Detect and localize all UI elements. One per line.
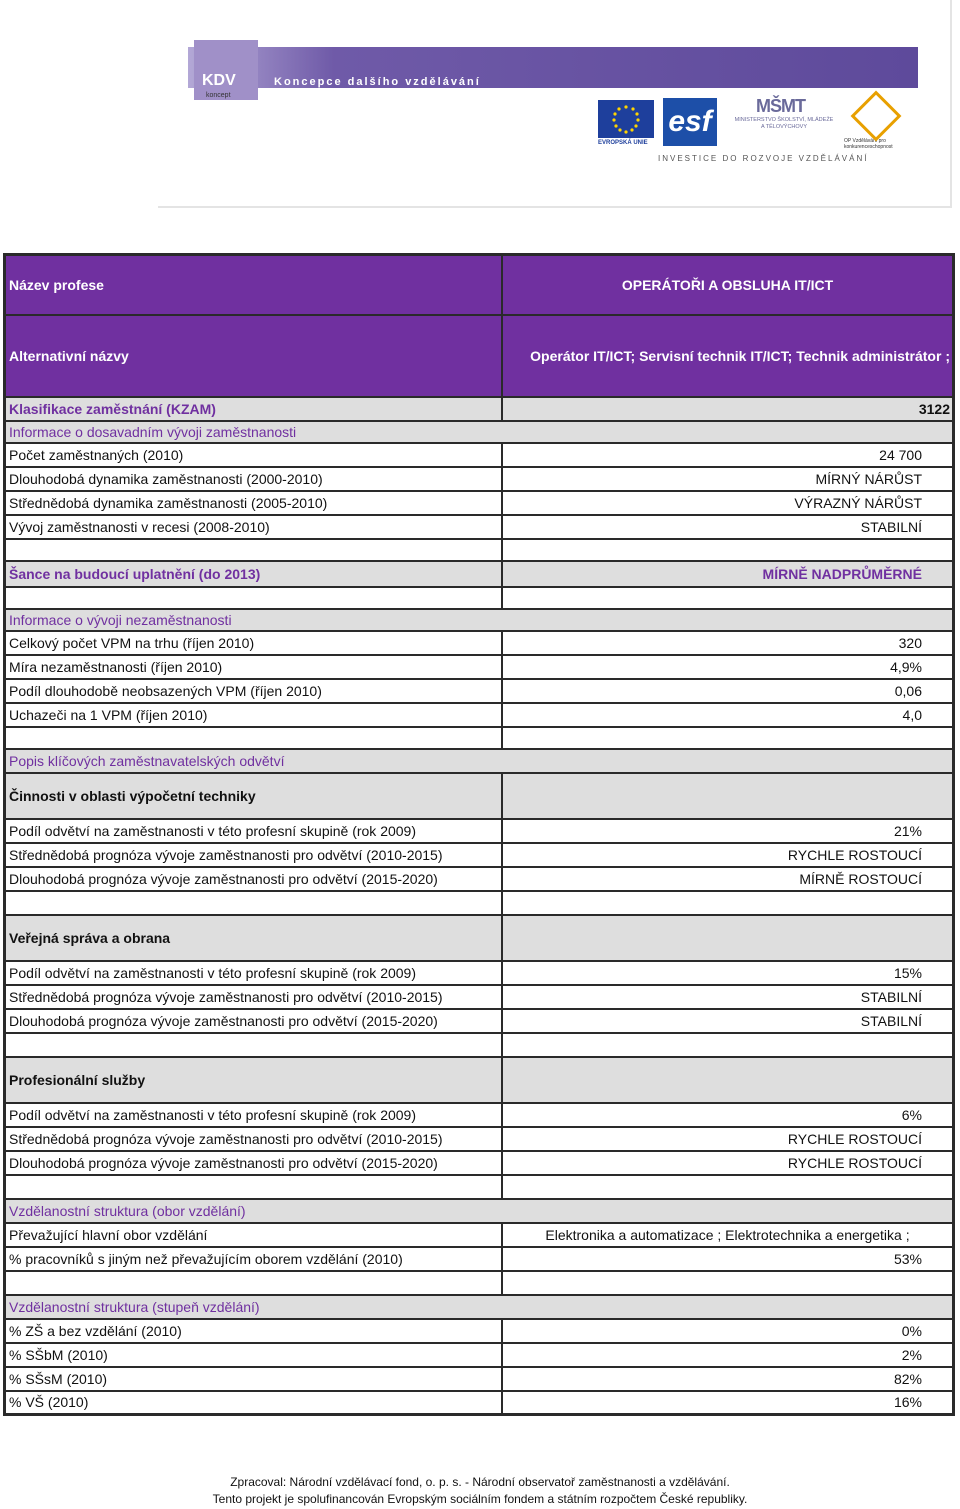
spacer-row (5, 587, 954, 609)
education-main-label: Převažující hlavní obor vzdělání (5, 1223, 503, 1247)
table-row (5, 867, 954, 891)
unemployment-value: 0,06 (502, 679, 954, 703)
employment-value: 24 700 (502, 443, 954, 467)
education-level-heading: Vzdělanostní struktura (stupeň vzdělání) (5, 1295, 954, 1319)
education-level-heading-row (5, 1295, 954, 1319)
unemployment-label: Míra nezaměstnanosti (říjen 2010) (5, 655, 503, 679)
table-row (5, 515, 954, 539)
sector-label: Dlouhodobá prognóza vývoje zaměstnanosti pro odvětví (2015-2020) (5, 867, 503, 891)
sector-label: Střednědobá prognóza vývoje zaměstnanosti pro odvětví (2010-2015) (5, 843, 503, 867)
education-level-label: % SŠsM (2010) (5, 1367, 503, 1391)
table-row (5, 843, 954, 867)
sector-value: STABILNÍ (502, 1009, 954, 1033)
table-row (5, 1367, 954, 1391)
sector-title-row (5, 1057, 954, 1103)
eu-caption: EVROPSKÁ UNIE (598, 140, 648, 146)
alt-names-label: Alternativní názvy (5, 315, 503, 397)
sector-label: Dlouhodobá prognóza vývoje zaměstnanosti pro odvětví (2015-2020) (5, 1009, 503, 1033)
unemployment-label: Uchazeči na 1 VPM (říjen 2010) (5, 703, 503, 727)
table-row (5, 1009, 954, 1033)
table-row (5, 1103, 954, 1127)
employment-label: Počet zaměstnaných (2010) (5, 443, 503, 467)
sector-value: STABILNÍ (502, 985, 954, 1009)
spacer-row (5, 1271, 954, 1295)
kdv-logo-block (194, 40, 258, 100)
employment-value: STABILNÍ (502, 515, 954, 539)
employment-heading: Informace o dosavadním vývoji zaměstnanosti (5, 421, 954, 443)
table-row (5, 1127, 954, 1151)
education-field-heading: Vzdělanostní struktura (obor vzdělání) (5, 1199, 954, 1223)
education-level-value: 2% (502, 1343, 954, 1367)
education-level-label: % SŠbM (2010) (5, 1343, 503, 1367)
footer-funding: Tento projekt je spolufinancován Evropským sociálním fondem a státním rozpočtem České republiky. (212, 1492, 748, 1506)
kzam-label: Klasifikace zaměstnání (KZAM) (5, 397, 503, 421)
sector-title-row (5, 773, 954, 819)
table-row (5, 1343, 954, 1367)
table-row (5, 1391, 954, 1415)
sector-value: 21% (502, 819, 954, 843)
unemployment-label: Celkový počet VPM na trhu (říjen 2010) (5, 631, 503, 655)
table-row (5, 491, 954, 515)
op-diamond-icon (851, 91, 902, 142)
table-row (5, 1151, 954, 1175)
sector-title-row (5, 915, 954, 961)
education-level-value: 0% (502, 1319, 954, 1343)
table-row (5, 703, 954, 727)
header-banner (158, 0, 952, 208)
employment-value: VÝRAZNÝ NÁRŮST (502, 491, 954, 515)
banner-slogan: Koncepce dalšího vzdělávání (274, 76, 481, 88)
profession-sheet (3, 253, 955, 1416)
sector-value: MÍRNĚ ROSTOUCÍ (502, 867, 954, 891)
sector-value: RYCHLE ROSTOUCÍ (502, 1151, 954, 1175)
kdv-logo-text: KDV (202, 72, 236, 89)
education-level-value: 16% (502, 1391, 954, 1415)
sectors-heading: Popis klíčových zaměstnavatelských odvětví (5, 749, 954, 773)
table-row (5, 961, 954, 985)
footer-credit: Zpracoval: Národní vzdělávací fond, o. p. s. - Národní observatoř zaměstnanosti a vzdělávání. (230, 1475, 730, 1489)
kdv-logo-subtitle: koncept (206, 92, 231, 99)
employment-heading-row (5, 421, 954, 443)
employment-label: Vývoj zaměstnanosti v recesi (2008-2010) (5, 515, 503, 539)
spacer-row (5, 1033, 954, 1057)
sector-value: 6% (502, 1103, 954, 1127)
sector-label: Střednědobá prognóza vývoje zaměstnanosti pro odvětví (2010-2015) (5, 985, 503, 1009)
sectors-heading-row (5, 749, 954, 773)
education-other-label: % pracovníků s jiným než převažujícím oborem vzdělání (2010) (5, 1247, 503, 1271)
table-row (5, 1319, 954, 1343)
sector-label: Dlouhodobá prognóza vývoje zaměstnanosti pro odvětví (2015-2020) (5, 1151, 503, 1175)
op-caption: OP Vzdělávání pro konkurenceschopnost (844, 138, 893, 150)
table-row (5, 631, 954, 655)
sector-label: Podíl odvětví na zaměstnanosti v této profesní skupině (rok 2009) (5, 1103, 503, 1127)
msmt-caption: MINISTERSTVO ŠKOLSTVÍ, MLÁDEŽE A TĚLOVÝCHOVY (734, 117, 834, 130)
sector-value: RYCHLE ROSTOUCÍ (502, 843, 954, 867)
outlook-label: Šance na budoucí uplatnění (do 2013) (5, 561, 503, 587)
unemployment-value: 320 (502, 631, 954, 655)
kzam-value: 3122 (502, 397, 954, 421)
spacer-row (5, 891, 954, 915)
education-other-value: 53% (502, 1247, 954, 1271)
alt-names-value: Operátor IT/ICT; Servisní technik IT/ICT; Technik administrátor ; (502, 315, 954, 397)
outlook-row (5, 561, 954, 587)
unemployment-value: 4,0 (502, 703, 954, 727)
unemployment-label: Podíl dlouhodobě neobsazených VPM (říjen 2010) (5, 679, 503, 703)
employment-value: MÍRNÝ NÁRŮST (502, 467, 954, 491)
unemployment-value: 4,9% (502, 655, 954, 679)
msmt-logo (734, 96, 834, 146)
alt-names-row (5, 315, 954, 397)
outlook-value: MÍRNĚ NADPRŮMĚRNÉ (502, 561, 954, 587)
esf-logo: esf (663, 98, 717, 146)
sector-title: Veřejná správa a obrana (5, 915, 503, 961)
unemployment-heading-row (5, 609, 954, 631)
profession-name-label: Název profese (5, 255, 503, 315)
sector-value: RYCHLE ROSTOUCÍ (502, 1127, 954, 1151)
education-level-value: 82% (502, 1367, 954, 1391)
sector-value: 15% (502, 961, 954, 985)
table-row (5, 985, 954, 1009)
table-row (5, 467, 954, 491)
education-field-heading-row (5, 1199, 954, 1223)
sector-label: Podíl odvětví na zaměstnanosti v této profesní skupině (rok 2009) (5, 961, 503, 985)
table-row (5, 443, 954, 467)
education-level-label: % VŠ (2010) (5, 1391, 503, 1415)
table-row (5, 655, 954, 679)
spacer-row (5, 727, 954, 749)
eu-flag-icon (598, 100, 654, 138)
spacer-row (5, 1175, 954, 1199)
education-main-value: Elektronika a automatizace ; Elektrotechnika a energetika ; (502, 1223, 954, 1247)
profession-name-value: OPERÁTOŘI A OBSLUHA IT/ICT (502, 255, 954, 315)
msmt-logo-text: MŠMT (756, 96, 805, 116)
sector-title: Činnosti v oblasti výpočetní techniky (5, 773, 503, 819)
table-row (5, 679, 954, 703)
op-vk-logo (844, 96, 914, 148)
sector-label: Podíl odvětví na zaměstnanosti v této profesní skupině (rok 2009) (5, 819, 503, 843)
table-row (5, 819, 954, 843)
kzam-row (5, 397, 954, 421)
education-level-label: % ZŠ a bez vzdělání (2010) (5, 1319, 503, 1343)
sector-label: Střednědobá prognóza vývoje zaměstnanosti pro odvětví (2010-2015) (5, 1127, 503, 1151)
page-footer (0, 1474, 960, 1508)
employment-label: Střednědobá dynamika zaměstnanosti (2005-2010) (5, 491, 503, 515)
spacer-row (5, 539, 954, 561)
unemployment-heading: Informace o vývoji nezaměstnanosti (5, 609, 954, 631)
sector-title: Profesionální služby (5, 1057, 503, 1103)
table-row (5, 1223, 954, 1247)
invest-slogan: INVESTICE DO ROZVOJE VZDĚLÁVÁNÍ (658, 154, 869, 163)
profession-name-row (5, 255, 954, 315)
employment-label: Dlouhodobá dynamika zaměstnanosti (2000-2010) (5, 467, 503, 491)
table-row (5, 1247, 954, 1271)
